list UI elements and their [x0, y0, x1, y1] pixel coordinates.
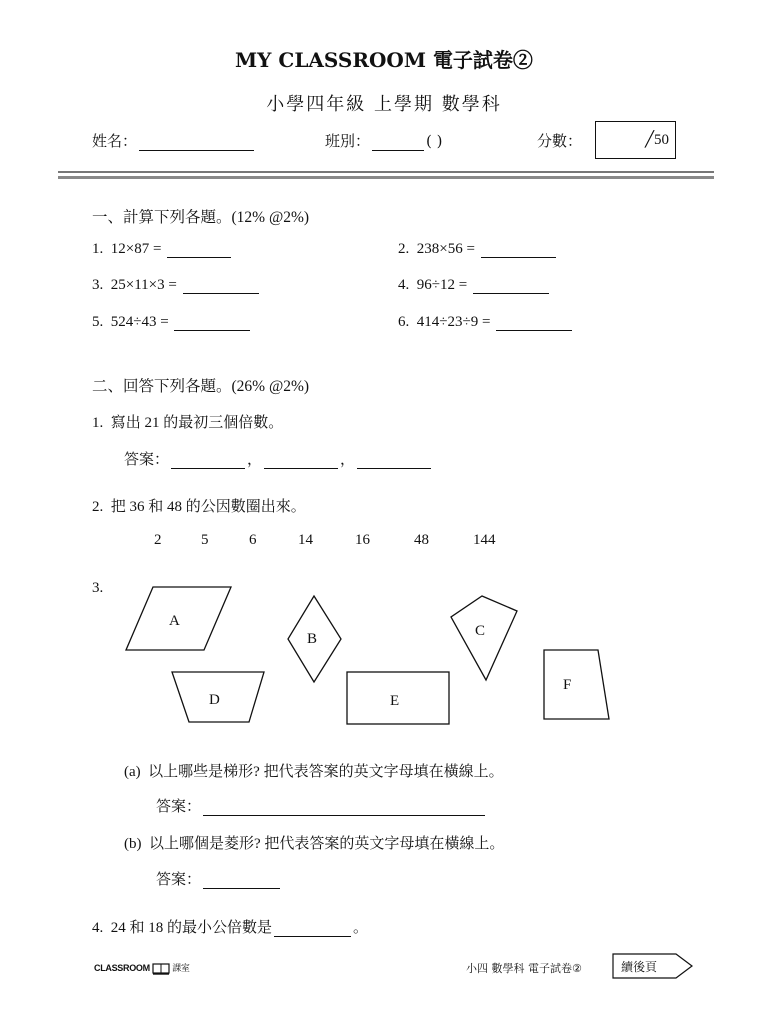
- shape-label-f: F: [563, 677, 572, 693]
- trapezoid-answer-blank[interactable]: [203, 814, 485, 816]
- shape-label-d: D: [209, 692, 220, 708]
- calc-item: 1. 12×87 =: [92, 241, 233, 258]
- calc-item: 6. 414÷23÷9 =: [398, 314, 574, 331]
- class-label: 班別：: [325, 132, 371, 150]
- shape-label-e: E: [390, 693, 400, 709]
- score-label: 分數：: [537, 132, 583, 150]
- score-total: ╱50: [644, 132, 669, 148]
- lcm-answer-blank[interactable]: [274, 935, 351, 937]
- shape-label-b: B: [307, 631, 318, 647]
- question-3-number: 3.: [92, 580, 104, 596]
- rhombus-answer-blank[interactable]: [203, 887, 280, 889]
- shape-f-trapezoid: [544, 650, 609, 719]
- page-subtitle: 小學四年級 上學期 數學科: [266, 94, 502, 115]
- calc-item: 5. 524÷43 =: [92, 314, 252, 331]
- section2-heading: 二、回答下列各題。(26% @2%): [92, 378, 310, 395]
- factor-option[interactable]: 14: [298, 532, 313, 548]
- question-1: 1. 寫出 21 的最初三個倍數。: [92, 415, 284, 431]
- factor-option[interactable]: 16: [355, 532, 370, 548]
- question-3b-answer-row: 答案：: [156, 868, 282, 889]
- question-3b: (b) 以上哪個是菱形? 把代表答案的英文字母填在橫線上。: [124, 836, 505, 852]
- footer-exam-info: 小四 數學科 電子試卷②: [466, 962, 582, 975]
- calc-item: 2. 238×56 =: [398, 241, 558, 258]
- book-icon: [152, 963, 170, 975]
- page-title: MY CLASSROOM 電子試卷②: [235, 48, 533, 72]
- question-2: 2. 把 36 和 48 的公因數圈出來。: [92, 499, 306, 515]
- factor-option[interactable]: 6: [249, 532, 257, 548]
- classroom-logo: CLASSROOM 課室: [94, 963, 190, 974]
- question-1-answer-row: 答案： ， ，: [124, 448, 433, 469]
- question-3a: (a) 以上哪些是梯形? 把代表答案的英文字母填在橫線上。: [124, 764, 504, 780]
- section1-heading: 一、計算下列各題。(12% @2%): [92, 209, 310, 226]
- factor-option[interactable]: 144: [473, 532, 496, 548]
- next-page-label: 續後頁: [621, 960, 658, 974]
- question-4: 4. 24 和 18 的最小公倍數是 。: [92, 920, 369, 936]
- name-label: 姓名：: [92, 132, 138, 150]
- class-number-paren: ( ): [426, 132, 443, 150]
- shape-label-c: C: [475, 623, 486, 639]
- question-3a-answer-row: 答案：: [156, 795, 487, 816]
- calc-item: 4. 96÷12 =: [398, 277, 551, 294]
- factor-option[interactable]: 48: [414, 532, 429, 548]
- factor-option[interactable]: 2: [154, 532, 162, 548]
- calc-item: 3. 25×11×3 =: [92, 277, 261, 294]
- factor-option[interactable]: 5: [201, 532, 209, 548]
- shape-label-a: A: [169, 613, 180, 629]
- continue-next-page-tag: [612, 953, 694, 983]
